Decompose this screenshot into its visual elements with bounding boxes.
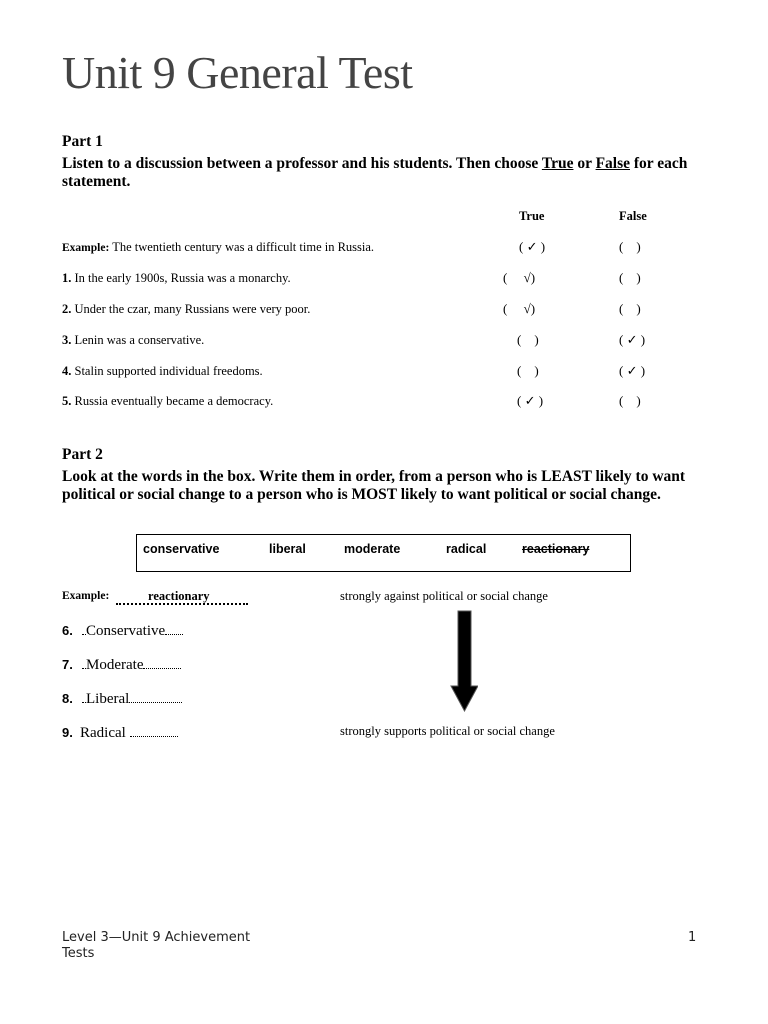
- false-mark: ( ✓ ): [619, 332, 646, 347]
- page-title: Unit 9 General Test: [62, 47, 413, 98]
- part2-instruction: Look at the words in the box. Write them in order, from a person who is LEAST likely to want political or social change to a person who is MOST likely to want political or social change.: [62, 468, 686, 503]
- answer-blank: [130, 722, 178, 737]
- item-text: In the early 1900s, Russia was a monarchy.: [74, 271, 291, 285]
- box-word-struck: reactionary: [522, 542, 590, 556]
- box-word: liberal: [269, 542, 306, 556]
- answer-word: Radical: [80, 725, 126, 741]
- item-number: 3.: [62, 333, 72, 347]
- answer-word: Conservative: [86, 623, 166, 639]
- item-number: 4.: [62, 364, 72, 378]
- example-true-mark: ( ✓ ): [519, 239, 546, 254]
- statement-item: [62, 364, 263, 379]
- part1-heading: Part 1: [62, 133, 103, 150]
- false-mark: ( ): [619, 301, 641, 316]
- statement-item: [62, 394, 273, 409]
- answer-number: 9.: [62, 725, 73, 740]
- footer-label: Level 3—Unit 9 Achievement Tests: [62, 930, 251, 961]
- item-text: Lenin was a conservative.: [74, 333, 205, 347]
- answer-number: 6.: [62, 623, 73, 638]
- part1-instruction-pre: Listen to a discussion between a professor and his students. Then choose: [62, 155, 542, 172]
- answer-word: Liberal: [86, 691, 130, 707]
- true-mark: ( ✓ ): [517, 393, 544, 408]
- item-text: Russia eventually became a democracy.: [74, 394, 274, 408]
- part2-example-answer: reactionary: [116, 589, 248, 605]
- answer-row: [62, 688, 182, 708]
- box-word: conservative: [143, 542, 220, 556]
- example-statement: [62, 240, 374, 255]
- item-text: Under the czar, many Russians were very poor.: [74, 302, 311, 316]
- word-box: [136, 534, 631, 572]
- answer-number: 7.: [62, 657, 73, 672]
- answer-row: [62, 654, 181, 674]
- false-mark: ( ): [619, 270, 641, 285]
- item-number: 5.: [62, 394, 72, 408]
- false-mark: ( ): [619, 393, 641, 408]
- false-mark: ( ✓ ): [619, 363, 646, 378]
- down-arrow-icon: [446, 608, 478, 712]
- answer-blank: [143, 654, 181, 669]
- item-text: Stalin supported individual freedoms.: [74, 364, 263, 378]
- part1-instruction-post: for each statement.: [62, 155, 688, 190]
- part1-instruction: [62, 155, 692, 191]
- false-word: False: [595, 155, 630, 172]
- column-false-header: False: [619, 209, 647, 223]
- page-number: 1: [688, 930, 697, 945]
- part2-heading: Part 2: [62, 446, 103, 463]
- item-number: 2.: [62, 302, 72, 316]
- or-word: or: [573, 155, 596, 172]
- true-mark: ( ): [517, 363, 539, 378]
- box-word: radical: [446, 542, 487, 556]
- answer-word: Moderate: [86, 657, 144, 673]
- answer-row: [62, 620, 183, 640]
- answer-blank: [129, 688, 182, 703]
- box-word: moderate: [344, 542, 401, 556]
- bottom-description: strongly supports political or social change: [340, 724, 555, 738]
- part2-example-label: Example:: [62, 590, 110, 602]
- statement-item: [62, 333, 204, 348]
- true-mark: ( √): [503, 270, 536, 285]
- top-description: strongly against political or social change: [340, 589, 548, 603]
- true-mark: ( ): [517, 332, 539, 347]
- true-mark: ( √): [503, 301, 536, 316]
- column-true-header: True: [519, 209, 545, 223]
- statement-item: [62, 271, 291, 286]
- true-word: True: [541, 155, 574, 172]
- answer-row: [62, 722, 178, 742]
- example-label: Example:: [62, 242, 110, 254]
- answer-number: 8.: [62, 691, 73, 706]
- example-false-mark: ( ): [619, 239, 641, 254]
- answer-blank: [165, 620, 183, 635]
- item-number: 1.: [62, 271, 72, 285]
- statement-item: [62, 302, 310, 317]
- example-text: The twentieth century was a difficult time in Russia.: [112, 240, 375, 254]
